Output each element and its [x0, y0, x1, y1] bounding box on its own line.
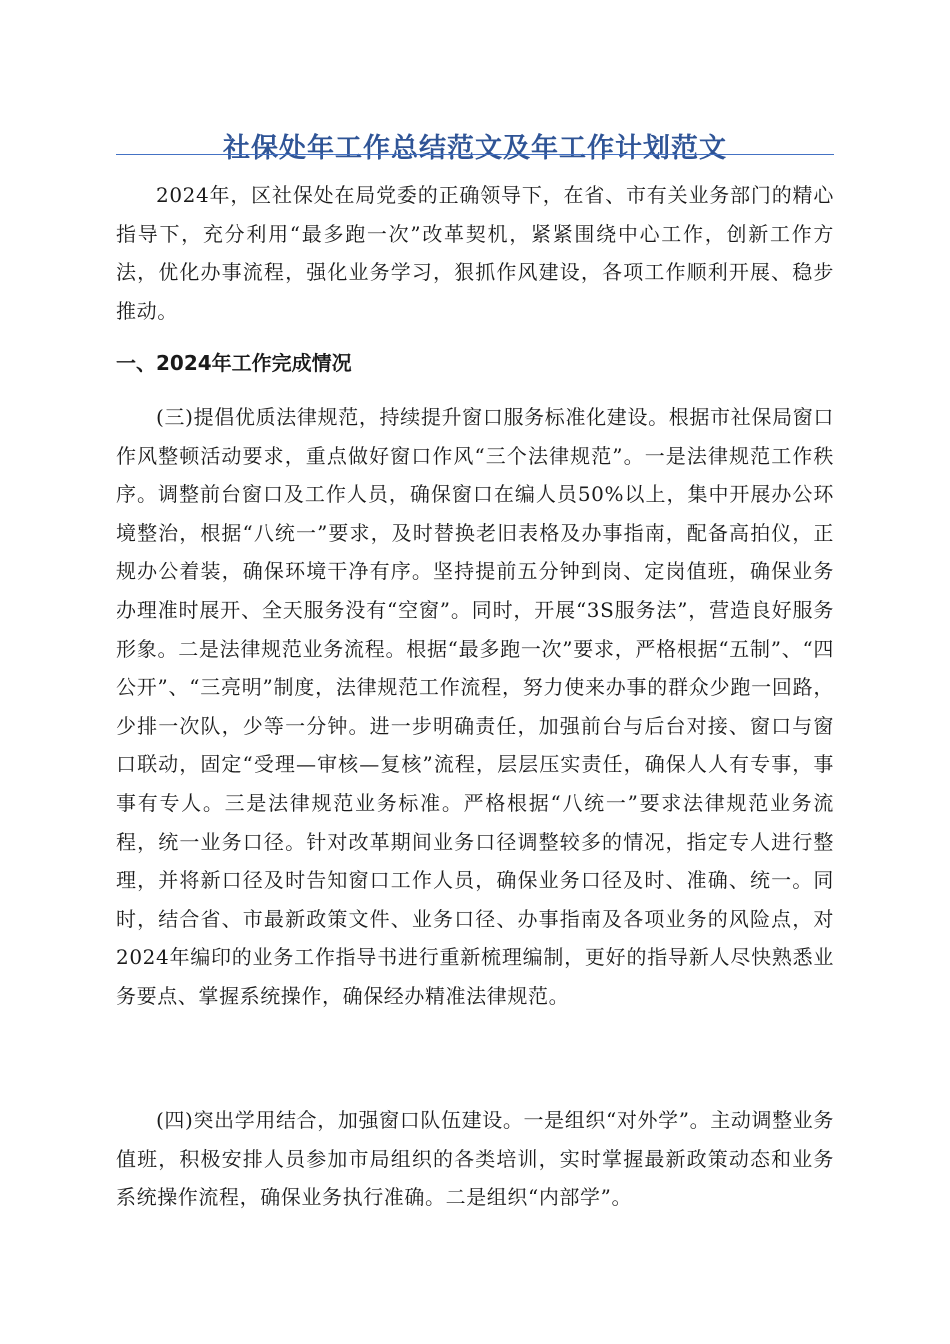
section-heading-1: 一、2024年工作完成情况	[116, 351, 352, 375]
document-title: 社保处年工作总结范文及年工作计划范文	[223, 133, 727, 165]
title-underline	[116, 154, 834, 155]
section-4-paragraph: (四)突出学用结合，加强窗口队伍建设。一是组织“对外学”。主动调整业务值班，积极安排人员参加市局组织的各类培训，实时掌握最新政策动态和业务系统操作流程，确保业务执行准确。二是组织“内部学”。	[116, 1108, 834, 1210]
intro-paragraph: 2024年，区社保处在局党委的正确领导下，在省、市有关业务部门的精心指导下，充分利用“最多跑一次”改革契机，紧紧围绕中心工作，创新工作方法，优化办事流程，强化业务学习，狠抓作风建设，各项工作顺利开展、稳步推动。	[116, 183, 834, 323]
section-3-paragraph: (三)提倡优质法律规范，持续提升窗口服务标准化建设。根据市社保局窗口作风整顿活动要求，重点做好窗口作风“三个法律规范”。一是法律规范工作秩序。调整前台窗口及工作人员，确保窗口在编人员50%以上，集中开展办公环境整治，根据“八统一”要求，及时替换老旧表格及办事指南，配备高拍仪，正规办公着装，确保环境干净有序。坚持提前五分钟到岗、定岗值班，确保业务办理准时展开、全天服务没有“空窗”。同时，开展“3S服务法”，营造良好服务形象。二是法律规范业务流程。根据“最多跑一次”要求，严格根据“五制”、“四公开”、“三亮明”制度，法律规范工作流程，努力使来办事的群众少跑一回路，少排一次队，少等一分钟。进一步明确责任，加强前台与后台对接、窗口与窗口联动，固定“受理—审核—复核”流程，层层压实责任，确保人人有专事，事事有专人。三是法律规范业务标准。严格根据“八统一”要求法律规范业务流程，统一业务口径。针对改革期间业务口径调整较多的情况，指定专人进行整理，并将新口径及时告知窗口工作人员，确保业务口径及时、准确、统一。同时，结合省、市最新政策文件、业务口径、办事指南及各项业务的风险点，对2024年编印的业务工作指导书进行重新梳理编制，更好的指导新人尽快熟悉业务要点、掌握系统操作，确保经办精准法律规范。	[116, 405, 834, 1008]
